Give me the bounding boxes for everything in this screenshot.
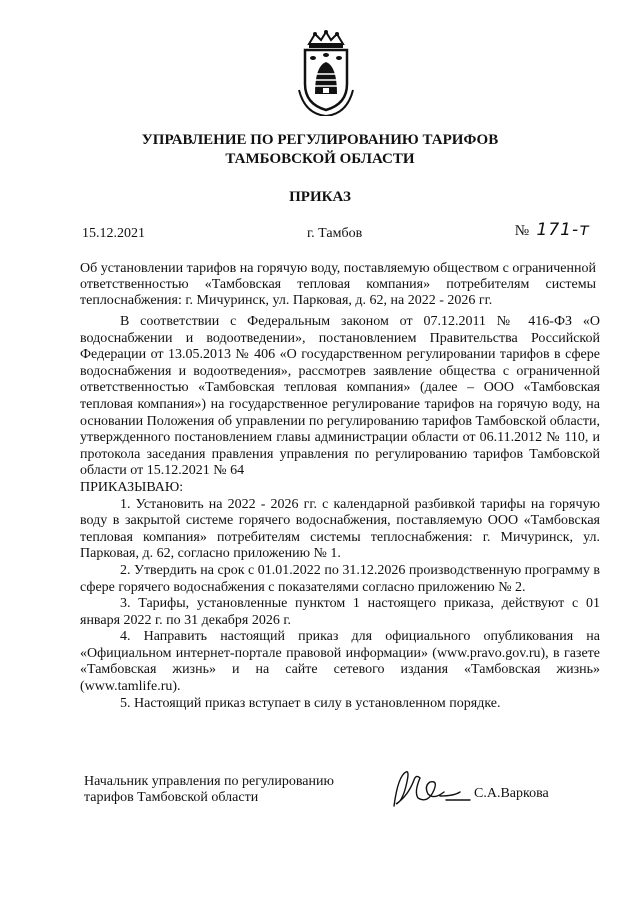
org-name-line2: ТАМБОВСКОЙ ОБЛАСТИ [225,151,415,167]
order-item: 2. Утвердить на срок с 01.01.2022 по 31.12.2026 производственную программу в сфере горячего водоснабжения с показателями согласно приложению № 2. [80,562,600,595]
signatory-position-line2: тарифов Тамбовской области [84,790,259,805]
order-item: 3. Тарифы, установленные пунктом 1 настоящего приказа, действуют с 01 января 2022 г. по 31 декабря 2026 г. [80,596,600,628]
handwritten-signature-icon [384,766,474,812]
order-date: 15.12.2021 [82,226,145,241]
order-item: 5. Настоящий приказ вступает в силу в установленном порядке. [120,695,501,711]
document-type: ПРИКАЗ [289,189,351,205]
coat-of-arms-icon [295,30,357,116]
order-meta [82,220,590,246]
order-item: 1. Установить на 2022 - 2026 гг. с календарной разбивкой тарифы на горячую воду в закрытой системе горячего водоснабжения, поставляемую ООО «Тамбовская тепловая компания» потребителям системы теплоснабжения: г. Мичуринск, ул. Парковая, д. 62, согласно приложению № 1. [80,496,600,562]
signatory-position [84,774,374,806]
signature-block [84,774,594,834]
order-subject: Об установлении тарифов на горячую воду, поставляемую обществом с ограниченной ответственностью «Тамбовская тепловая компания» потребителям системы теплоснабжения: г. Мичуринск, ул. Парковая, д. 62, на 2022 - 2026 гг. [80,261,596,308]
order-number-prefix: № [514,223,531,239]
signatory-position-line1: Начальник управления по регулированию [84,774,334,789]
order-word: ПРИКАЗЫВАЮ: [80,479,184,495]
order-item: 4. Направить настоящий приказ для официального опубликования на «Официальном интернет-портале правовой информации» (www.pravo.gov.ru), в газете «Тамбовская жизнь» и на сайте сетевого издания «Тамбовская жизнь» (www.tamlife.ru). [80,629,600,695]
org-name-line1: УПРАВЛЕНИЕ ПО РЕГУЛИРОВАНИЮ ТАРИФОВ [141,132,499,148]
order-city: г. Тамбов [307,226,363,241]
signatory-name: С.А.Варкова [474,786,549,801]
order-number [515,220,590,240]
preamble-paragraph: В соответствии с Федеральным законом от 07.12.2011 № 416-ФЗ «О водоснабжении и водоотведении», постановлением Правительства Российской Федерации от 13.05.2013 № 406 «О государственном регулировании тарифов в сфере водоснабжения и водоотведения», рассмотрев заявление общества с ограниченной ответственностью «Тамбовская тепловая компания» (далее – ООО «Тамбовская тепловая компания») на государственное регулирование тарифов на горячую воду, на основании Положения об управлении по регулированию тарифов Тамбовской области, утвержденного постановлением главы администрации области от 06.11.2012 № 110, и протокола заседания правления управления по регулированию тарифов Тамбовской области от 15.12.2021 № 64 [80,314,600,479]
order-number-handwritten: 171-т [536,220,590,240]
order-body [80,314,600,712]
